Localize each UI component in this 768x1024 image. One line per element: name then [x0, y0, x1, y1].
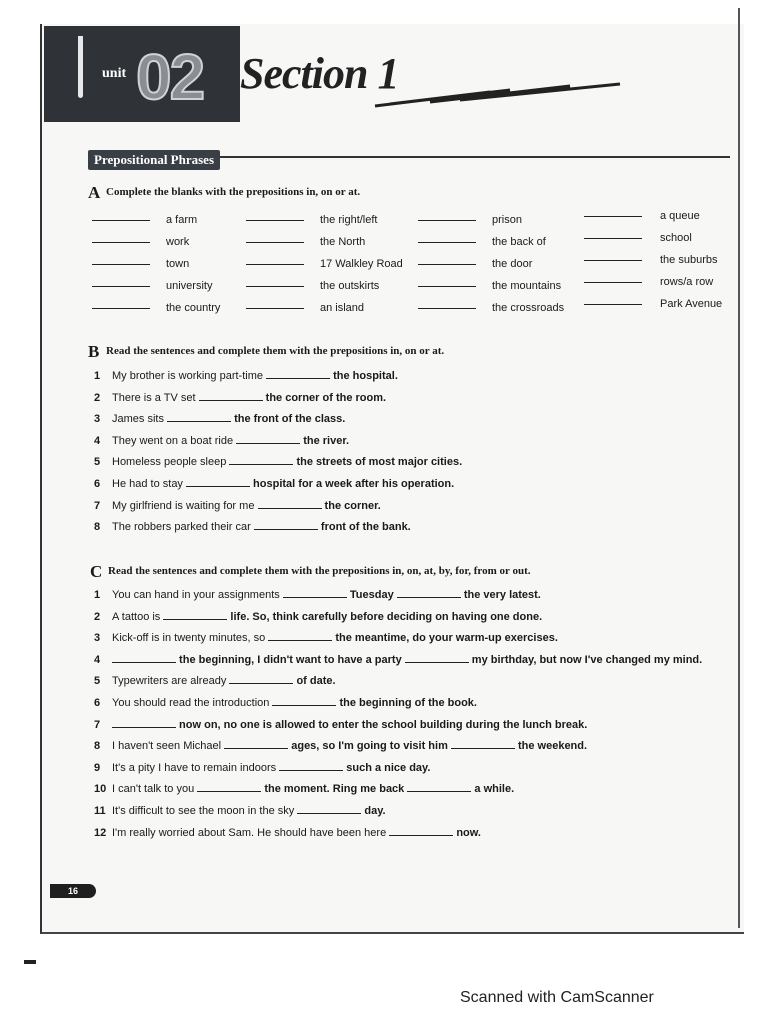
- answer-blank[interactable]: [236, 434, 300, 444]
- answer-blank[interactable]: [418, 241, 476, 243]
- section-a-item: [418, 236, 546, 248]
- answer-blank[interactable]: [163, 610, 227, 620]
- answer-blank[interactable]: [266, 369, 330, 379]
- phrase-label: the outskirts: [320, 280, 380, 292]
- answer-blank[interactable]: [254, 520, 318, 530]
- sentence-text: of date.: [293, 675, 336, 688]
- answer-blank[interactable]: [418, 263, 476, 265]
- unit-banner: [44, 26, 240, 122]
- section-a-item: [92, 236, 189, 248]
- section-c-sentence: [94, 588, 541, 601]
- phrase-label: 17 Walkley Road: [320, 258, 403, 270]
- phrase-label: school: [660, 232, 692, 244]
- section-a-item: [418, 214, 522, 226]
- phrase-label: rows/a row: [660, 276, 714, 288]
- section-a-item: [584, 232, 692, 244]
- sentence-text: the very latest.: [460, 589, 541, 601]
- section-b-sentence: [94, 477, 454, 490]
- section-c-sentence: [94, 761, 430, 774]
- sentence-text: the streets of most major cities.: [293, 456, 463, 469]
- section-a-item: [584, 210, 700, 222]
- item-number: 2: [94, 610, 101, 623]
- item-number: 7: [94, 499, 101, 512]
- section-c-sentence: [94, 653, 702, 666]
- section-c-sentence: [94, 826, 481, 839]
- section-c-sentence: [94, 696, 477, 709]
- phrase-label: a farm: [166, 214, 198, 226]
- sentence-text: now on, no one is allowed to enter the school building during the lunch break.: [176, 718, 588, 731]
- section-c-sentence: [94, 739, 587, 752]
- item-number: 9: [94, 761, 101, 774]
- sentence-text: James sits: [112, 413, 168, 426]
- sentence-text: the weekend.: [514, 740, 588, 753]
- sentence-text: the beginning, I didn't want to have a party: [176, 653, 405, 666]
- section-b-sentence: [94, 391, 386, 404]
- answer-blank[interactable]: [246, 285, 304, 287]
- section-c-sentence: [94, 631, 558, 644]
- sentence-text: He had to stay: [112, 478, 186, 490]
- sentence-text: the moment. Ring me back: [261, 783, 408, 796]
- answer-blank[interactable]: [418, 219, 476, 221]
- sentence-text: my birthday, but now I've changed my mind.: [468, 653, 703, 666]
- section-a-item: [246, 302, 364, 314]
- sentence-text: My girlfriend is waiting for me: [112, 499, 258, 512]
- sentence-text: a while.: [471, 783, 515, 796]
- section-a-item: [92, 280, 212, 292]
- section-c-sentence: [94, 782, 514, 795]
- scan-mark: [24, 960, 36, 964]
- sentence-text: ages, so I'm going to visit him: [288, 740, 451, 753]
- section-a-item: [92, 302, 220, 314]
- section-a-item: [92, 214, 197, 226]
- phrase-label: the crossroads: [492, 302, 565, 314]
- sentence-text: the beginning of the book.: [336, 697, 477, 709]
- section-a-item: [246, 214, 377, 226]
- sentence-text: There is a TV set: [112, 391, 199, 404]
- item-number: 2: [94, 391, 101, 404]
- answer-blank[interactable]: [92, 285, 150, 287]
- sentence-text: It's a pity I have to remain indoors: [112, 761, 280, 774]
- answer-blank[interactable]: [199, 391, 263, 401]
- sentence-text: the meantime, do your warm-up exercises.: [332, 632, 558, 645]
- section-b-letter: B: [88, 342, 100, 361]
- item-number: 11: [94, 805, 106, 817]
- section-c-sentence: [94, 718, 587, 731]
- section-a-item: [246, 280, 379, 292]
- section-c-letter: C: [90, 562, 103, 581]
- scribble-mark: [370, 76, 630, 116]
- sentence-text: the corner of the room.: [262, 391, 387, 404]
- section-a-item: [418, 302, 564, 314]
- answer-blank[interactable]: [112, 653, 176, 663]
- answer-blank[interactable]: [92, 263, 150, 265]
- sentence-text: such a nice day.: [343, 761, 431, 774]
- phrase-label: Park Avenue: [660, 298, 723, 310]
- item-number: 5: [94, 675, 101, 688]
- answer-blank[interactable]: [229, 455, 293, 465]
- section-a-item: [92, 258, 189, 270]
- answer-blank[interactable]: [272, 696, 336, 706]
- answer-blank[interactable]: [246, 219, 304, 221]
- sentence-text: You can hand in your assignments: [112, 589, 283, 601]
- sentence-text: the front of the class.: [231, 413, 346, 426]
- section-a-item: [246, 258, 403, 270]
- answer-blank[interactable]: [418, 285, 476, 287]
- section-b-sentence: [94, 412, 345, 425]
- sentence-text: A tattoo is: [112, 610, 164, 623]
- item-number: 8: [94, 521, 101, 534]
- sentence-text: the river.: [300, 434, 350, 447]
- section-b-sentence: [94, 369, 398, 382]
- sentence-text: Tuesday: [346, 589, 397, 601]
- sentence-text: I can't talk to you: [112, 783, 198, 796]
- answer-blank[interactable]: [92, 241, 150, 243]
- item-number: 1: [94, 370, 101, 382]
- answer-blank[interactable]: [197, 782, 261, 792]
- sentence-text: My brother is working part-time: [112, 370, 267, 382]
- sentence-text: It's difficult to see the moon in the sky: [112, 805, 298, 817]
- answer-blank[interactable]: [584, 215, 642, 217]
- item-number: 4: [94, 434, 101, 447]
- answer-blank[interactable]: [297, 804, 361, 814]
- sentence-text: the corner.: [321, 499, 381, 512]
- section-a-item: [584, 254, 717, 266]
- section-c-sentence: [94, 674, 336, 687]
- section-a-item: [584, 276, 713, 288]
- banner-bar: [78, 36, 83, 98]
- sentence-text: I haven't seen Michael: [112, 740, 225, 753]
- section-a-item: [246, 236, 365, 248]
- answer-blank[interactable]: [246, 241, 304, 243]
- sentence-text: Homeless people sleep: [112, 456, 230, 469]
- unit-number: 02: [136, 41, 204, 113]
- answer-blank[interactable]: [451, 739, 515, 749]
- sentence-text: day.: [361, 805, 386, 817]
- item-number: 8: [94, 740, 101, 753]
- answer-blank[interactable]: [584, 303, 642, 305]
- phrase-label: work: [166, 236, 190, 248]
- phrase-label: the door: [492, 258, 533, 270]
- section-b-sentence: [94, 499, 381, 512]
- phrase-label: the North: [320, 236, 366, 248]
- answer-blank[interactable]: [407, 782, 471, 792]
- answer-blank[interactable]: [397, 588, 461, 598]
- item-number: 6: [94, 478, 101, 490]
- section-b-sentence: [94, 520, 411, 533]
- answer-blank[interactable]: [229, 674, 293, 684]
- section-b-sentence: [94, 455, 462, 468]
- answer-blank[interactable]: [246, 263, 304, 265]
- answer-blank[interactable]: [246, 307, 304, 309]
- item-number: 10: [94, 783, 107, 796]
- phrase-label: the right/left: [320, 214, 378, 226]
- section-title: Section 1: [240, 49, 399, 98]
- answer-blank[interactable]: [224, 739, 288, 749]
- answer-blank[interactable]: [258, 499, 322, 509]
- phrase-label: an island: [320, 302, 365, 314]
- answer-blank[interactable]: [584, 259, 642, 261]
- topic-heading: Prepositional Phrases: [88, 150, 220, 170]
- section-a-letter: A: [88, 183, 101, 202]
- phrase-label: the mountains: [492, 280, 562, 292]
- phrase-label: a queue: [660, 210, 700, 222]
- sentence-text: Kick-off is in twenty minutes, so: [112, 632, 269, 645]
- page-number: 16: [50, 884, 96, 898]
- sentence-text: Typewriters are already: [112, 675, 230, 688]
- section-c-sentence: [94, 610, 542, 623]
- sentence-text: You should read the introduction: [112, 697, 273, 709]
- answer-blank[interactable]: [112, 718, 176, 728]
- item-number: 7: [94, 718, 101, 731]
- answer-blank[interactable]: [418, 307, 476, 309]
- scanner-watermark: Scanned with CamScanner: [460, 989, 654, 1006]
- item-number: 4: [94, 653, 101, 666]
- answer-blank[interactable]: [279, 761, 343, 771]
- phrase-label: the back of: [492, 236, 546, 248]
- answer-blank[interactable]: [167, 412, 231, 422]
- phrase-label: university: [166, 280, 213, 292]
- sentence-text: hospital for a week after his operation.: [250, 478, 455, 490]
- phrase-label: the country: [166, 302, 221, 314]
- sentence-text: the hospital.: [330, 370, 398, 382]
- answer-blank[interactable]: [186, 477, 250, 487]
- page-edge: [738, 8, 740, 928]
- section-b-instruction: Read the sentences and complete them with the prepositions in, on or at.: [106, 345, 445, 357]
- item-number: 3: [94, 632, 101, 645]
- answer-blank[interactable]: [92, 219, 150, 221]
- sentence-text: They went on a boat ride: [112, 434, 237, 447]
- answer-blank[interactable]: [283, 588, 347, 598]
- section-a-item: [584, 298, 722, 310]
- item-number: 3: [94, 413, 101, 426]
- answer-blank[interactable]: [584, 281, 642, 283]
- item-number: 5: [94, 456, 101, 469]
- sentence-text: now.: [453, 826, 481, 839]
- answer-blank[interactable]: [268, 631, 332, 641]
- section-a-item: [418, 280, 561, 292]
- answer-blank[interactable]: [405, 653, 469, 663]
- unit-label: unit: [102, 66, 127, 81]
- section-c-sentence: [94, 804, 386, 817]
- sentence-text: I'm really worried about Sam. He should have been here: [112, 826, 390, 839]
- sentence-text: life. So, think carefully before deciding on having one done.: [227, 610, 543, 623]
- section-a-item: [418, 258, 532, 270]
- answer-blank[interactable]: [92, 307, 150, 309]
- item-number: 1: [94, 589, 101, 601]
- item-number: 6: [94, 697, 101, 709]
- phrase-label: the suburbs: [660, 254, 718, 266]
- section-c-instruction: Read the sentences and complete them with the prepositions in, on, at, by, for, from or out.: [108, 565, 531, 577]
- phrase-label: prison: [492, 214, 522, 226]
- answer-blank[interactable]: [389, 826, 453, 836]
- answer-blank[interactable]: [584, 237, 642, 239]
- sentence-text: front of the bank.: [317, 521, 411, 534]
- item-number: 12: [94, 826, 107, 839]
- sentence-text: The robbers parked their car: [112, 521, 254, 534]
- phrase-label: town: [166, 258, 190, 270]
- section-b-sentence: [94, 434, 349, 447]
- section-a-instruction: Complete the blanks with the prepositions in, on or at.: [106, 186, 361, 198]
